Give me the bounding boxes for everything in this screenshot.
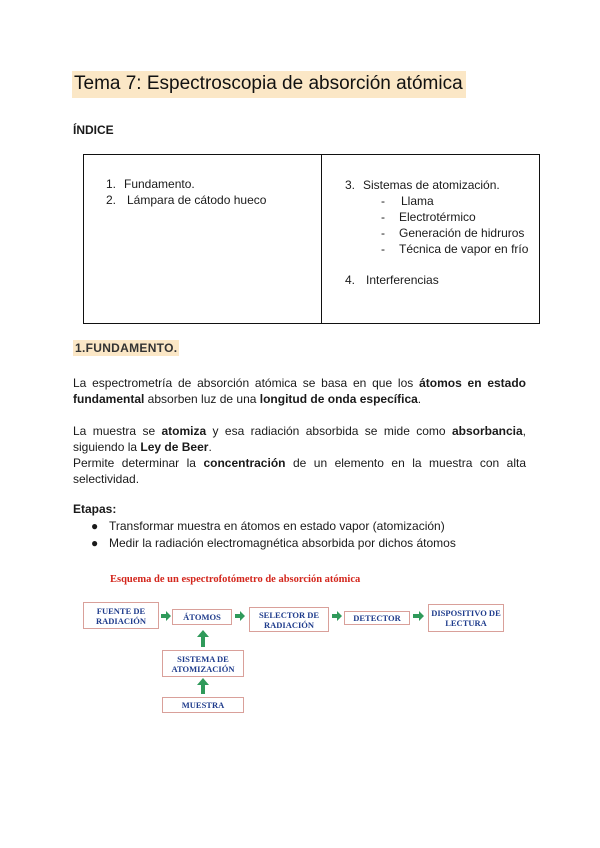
text-run: La espectrometría de absorción atómica se basa en que los [73,376,420,390]
toc-subitem-label: Generación de hidruros [399,226,525,240]
toc-item-number: 2. [106,193,117,207]
bullet-dot-icon: ● [91,536,99,550]
text-run: , siguiendo la [73,424,527,454]
box-dispositivo-lectura: DISPOSITIVO DE LECTURA [428,604,504,632]
box-fuente-radiacion: FUENTE DE RADIACIÓN [83,602,159,629]
toc-subitem-dash: - [381,194,385,208]
box-muestra: MUESTRA [162,697,244,713]
box-atomos: ÁTOMOS [172,609,232,625]
box-selector-radiacion: SELECTOR DE RADIACIÓN [249,607,329,632]
toc-subitem-dash: - [381,242,385,256]
toc-item-label: Interferencias [366,273,439,287]
bullet-dot-icon: ● [91,519,99,533]
toc-item-number: 4. [345,273,356,287]
index-heading: ÍNDICE [73,123,114,137]
toc-subitem-label: Electrotérmico [399,210,476,224]
toc-subitem-dash: - [381,210,385,224]
bold-term: concentración [203,456,286,470]
arrow-right-icon [332,611,342,621]
toc-subitem-label: Técnica de vapor en frío [399,242,529,256]
arrow-up-icon [197,678,209,694]
etapas-heading: Etapas: [73,502,117,516]
text-run: absorben luz de una [144,392,260,406]
page-title: Tema 7: Espectroscopia de absorción atómica [72,71,466,98]
text-run: de un elemento en la muestra con alta selectividad. [73,456,527,486]
box-sistema-atomizacion: SISTEMA DE ATOMIZACIÓN [162,650,244,677]
box-detector: DETECTOR [344,611,410,625]
text-run: Permite determinar la [73,456,204,470]
toc-item-label: Sistemas de atomización. [363,178,500,192]
text-run: y esa radiación absorbida se mide como [206,424,452,438]
arrow-right-icon [413,611,424,621]
arrow-right-icon [161,611,171,621]
toc-item-number: 3. [345,178,356,192]
bold-term: atomiza [161,424,207,438]
text-run: . [417,392,422,406]
toc-item-number: 1. [106,177,117,191]
text-run: . [208,440,212,454]
toc-item-label: Fundamento. [124,177,195,191]
arrow-right-icon [235,611,245,621]
bold-term: longitud de onda específica [259,392,418,406]
section-heading: 1.FUNDAMENTO. [75,341,178,355]
bold-term: Ley de Beer [140,440,209,454]
bold-term: absorbancia [451,424,523,438]
toc-subitem-label: Llama [401,194,434,208]
diagram-title: Esquema de un espectrofotómetro de absorción atómica [110,574,361,585]
bold-term: átomos en estado fundamental [73,376,526,406]
bullet-text: Transformar muestra en átomos en estado vapor (atomización) [109,519,445,533]
toc-subitem-dash: - [381,226,385,240]
arrow-up-icon [197,630,209,647]
text-run: La muestra se [73,424,162,438]
toc-item-label: Lámpara de cátodo hueco [127,193,267,207]
bullet-text: Medir la radiación electromagnética absorbida por dichos átomos [109,536,456,550]
